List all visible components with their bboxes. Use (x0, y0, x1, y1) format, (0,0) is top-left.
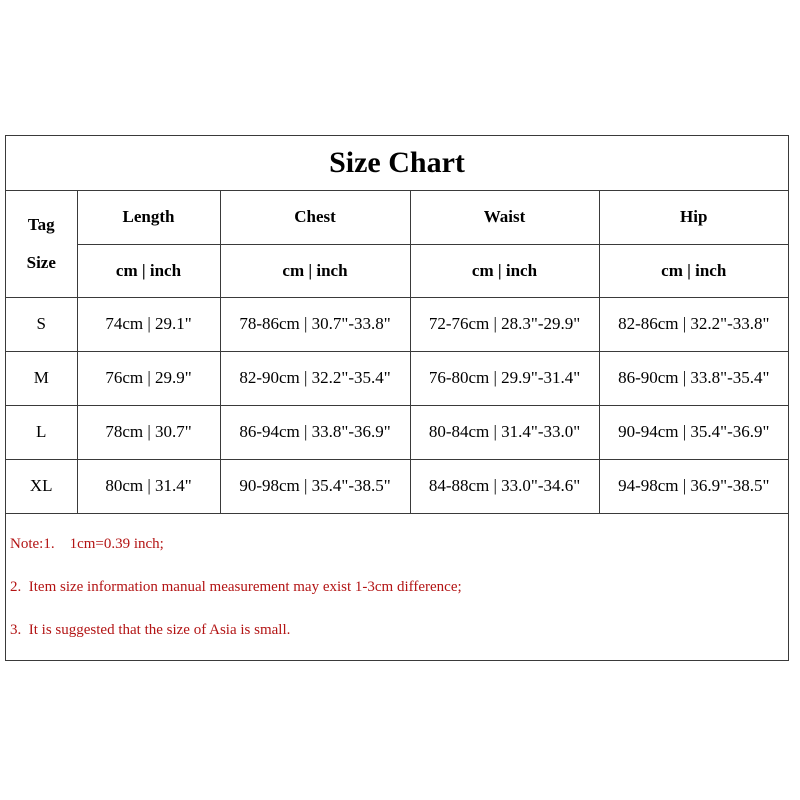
size-table (6, 191, 788, 514)
hip-cell: 94-98cm | 36.9"-38.5" (599, 459, 788, 513)
length-cell: 80cm | 31.4" (77, 459, 220, 513)
hip-cell: 90-94cm | 35.4"-36.9" (599, 405, 788, 459)
column-header-chest: Chest (220, 191, 410, 244)
unit-label: cm | inch (599, 244, 788, 297)
note-line: 2. Item size information manual measurement may exist 1-3cm difference; (10, 579, 462, 595)
hip-cell: 82-86cm | 32.2"-33.8" (599, 297, 788, 351)
chest-cell: 86-94cm | 33.8"-36.9" (220, 405, 410, 459)
chart-title: Size Chart (6, 136, 788, 191)
unit-row (6, 244, 788, 297)
tag-size-header (6, 191, 77, 297)
size-label: Size (26, 252, 56, 272)
size-cell: L (6, 405, 77, 459)
waist-cell: 72-76cm | 28.3"-29.9" (410, 297, 599, 351)
unit-label: cm | inch (410, 244, 599, 297)
column-header-length: Length (77, 191, 220, 244)
length-cell: 76cm | 29.9" (77, 351, 220, 405)
tag-label: Tag (27, 214, 55, 234)
size-chart (5, 135, 789, 661)
note-line: 3. It is suggested that the size of Asia is small. (10, 622, 291, 638)
chest-cell: 82-90cm | 32.2"-35.4" (220, 351, 410, 405)
table-row (6, 351, 788, 405)
length-cell: 78cm | 30.7" (77, 405, 220, 459)
note-line: Note:1. 1cm=0.39 inch; (10, 536, 164, 552)
waist-cell: 84-88cm | 33.0"-34.6" (410, 459, 599, 513)
table-row (6, 459, 788, 513)
header-row (6, 191, 788, 244)
column-header-hip: Hip (599, 191, 788, 244)
column-header-waist: Waist (410, 191, 599, 244)
size-cell: S (6, 297, 77, 351)
unit-label: cm | inch (77, 244, 220, 297)
waist-cell: 80-84cm | 31.4"-33.0" (410, 405, 599, 459)
table-row (6, 297, 788, 351)
length-cell: 74cm | 29.1" (77, 297, 220, 351)
hip-cell: 86-90cm | 33.8"-35.4" (599, 351, 788, 405)
size-cell: XL (6, 459, 77, 513)
unit-label: cm | inch (220, 244, 410, 297)
waist-cell: 76-80cm | 29.9"-31.4" (410, 351, 599, 405)
table-row (6, 405, 788, 459)
chest-cell: 90-98cm | 35.4"-38.5" (220, 459, 410, 513)
size-cell: M (6, 351, 77, 405)
chest-cell: 78-86cm | 30.7"-33.8" (220, 297, 410, 351)
